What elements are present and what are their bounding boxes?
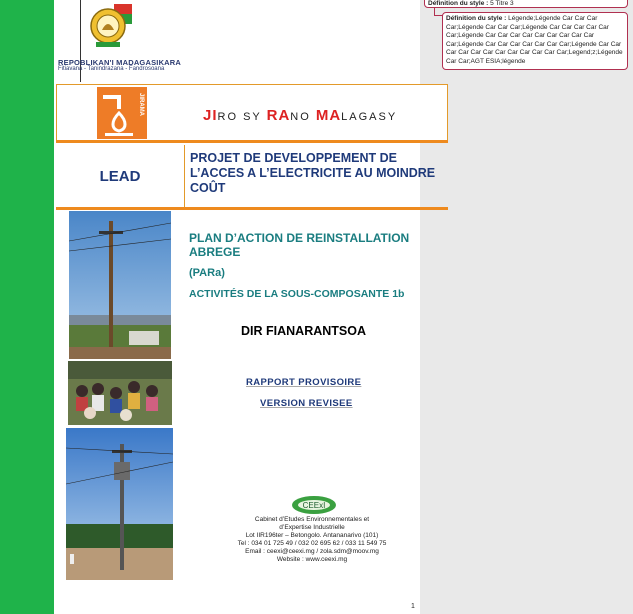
- email-line: Email : ceexi@ceexi.mg / zola.sdm@moov.mg: [245, 548, 379, 555]
- activities-subtitle: ACTIVITÉS DE LA SOUS-COMPOSANTE 1b: [189, 288, 405, 300]
- jirama-title: [203, 107, 397, 124]
- comment-2-value: Légende;Légende Car Car Car Car;Légende Car Car Car;Légende Car Car Car Car Car Car;Légende Car Car Car Car Car Car Car Car Car Car;Légende Car Car Car Car Car Car Car;Légende Car Car Car Car Car Car Car Car Car Car Car Car;Legend;z;Légende Car Car;AGT ESIA;légende: [446, 15, 623, 65]
- directorate-label: DIR FIANARANTSOA: [241, 324, 366, 338]
- report-version: VERSION REVISEE: [260, 398, 353, 409]
- title-rest-1: RO SY: [217, 111, 267, 123]
- cabinet-line-1: Cabinet d’Etudes Environnementales et: [254, 516, 370, 523]
- ceexi-contact-block: [222, 516, 402, 564]
- title-cap-2: RA: [266, 107, 291, 124]
- style-comment-2[interactable]: [442, 12, 628, 70]
- style-comment-1[interactable]: [424, 0, 628, 8]
- title-cap-3: MA: [315, 107, 342, 124]
- comment-1-label: Définition du style :: [428, 0, 489, 7]
- divider-line-top: [56, 140, 448, 143]
- comment-margin: [420, 0, 633, 614]
- phone-line: Tel : 034 01 725 49 / 032 02 695 62 / 033 11 549 75: [237, 540, 387, 547]
- left-margin-bar: [0, 0, 54, 614]
- lead-box: [56, 145, 446, 207]
- report-status: RAPPORT PROVISOIRE: [246, 377, 362, 388]
- transformer-pole-photo: [66, 428, 173, 580]
- madagascar-seal-icon: [88, 2, 134, 50]
- website-line: Website : www.ceexi.mg: [276, 556, 348, 563]
- page-number: 1: [411, 603, 415, 610]
- comment-2-label: Définition du style :: [446, 15, 507, 22]
- community-meeting-photo: [68, 361, 172, 425]
- republic-motto: Fitiavana - Tanindrazana - Fandrosoana: [58, 66, 165, 72]
- address-line: Lot IIR196ter – Betongolo. Antananarivo (101): [245, 532, 379, 539]
- title-rest-2: NO: [290, 111, 316, 123]
- plan-title: PLAN D’ACTION DE REINSTALLATION ABREGE: [189, 231, 410, 259]
- title-cap-1: JI: [203, 107, 218, 124]
- jirama-logo: [97, 87, 147, 139]
- ceexi-logo-icon: [285, 494, 343, 516]
- jirama-header-box: [56, 84, 448, 142]
- power-pole-photo: [69, 211, 171, 359]
- plan-abbreviation: (PARa): [189, 267, 225, 279]
- lead-label: LEAD: [56, 145, 185, 207]
- cabinet-line-2: d’Expertise Industrielle: [279, 524, 345, 531]
- jirama-logo-letters: JIRAMA: [138, 93, 144, 117]
- divider-line-bottom: [56, 207, 448, 210]
- republic-name: REPOBLIKAN'I MADAGASIKARA: [58, 58, 182, 67]
- title-rest-3: LAGASY: [341, 111, 398, 123]
- project-title: PROJET DE DEVELOPPEMENT DE L’ACCES A L’ELECTRICITE AU MOINDRE COÛT: [190, 151, 436, 195]
- ceexi-logo-text: CEExI: [302, 501, 326, 510]
- comment-1-value: 5 Titre 3: [488, 0, 514, 7]
